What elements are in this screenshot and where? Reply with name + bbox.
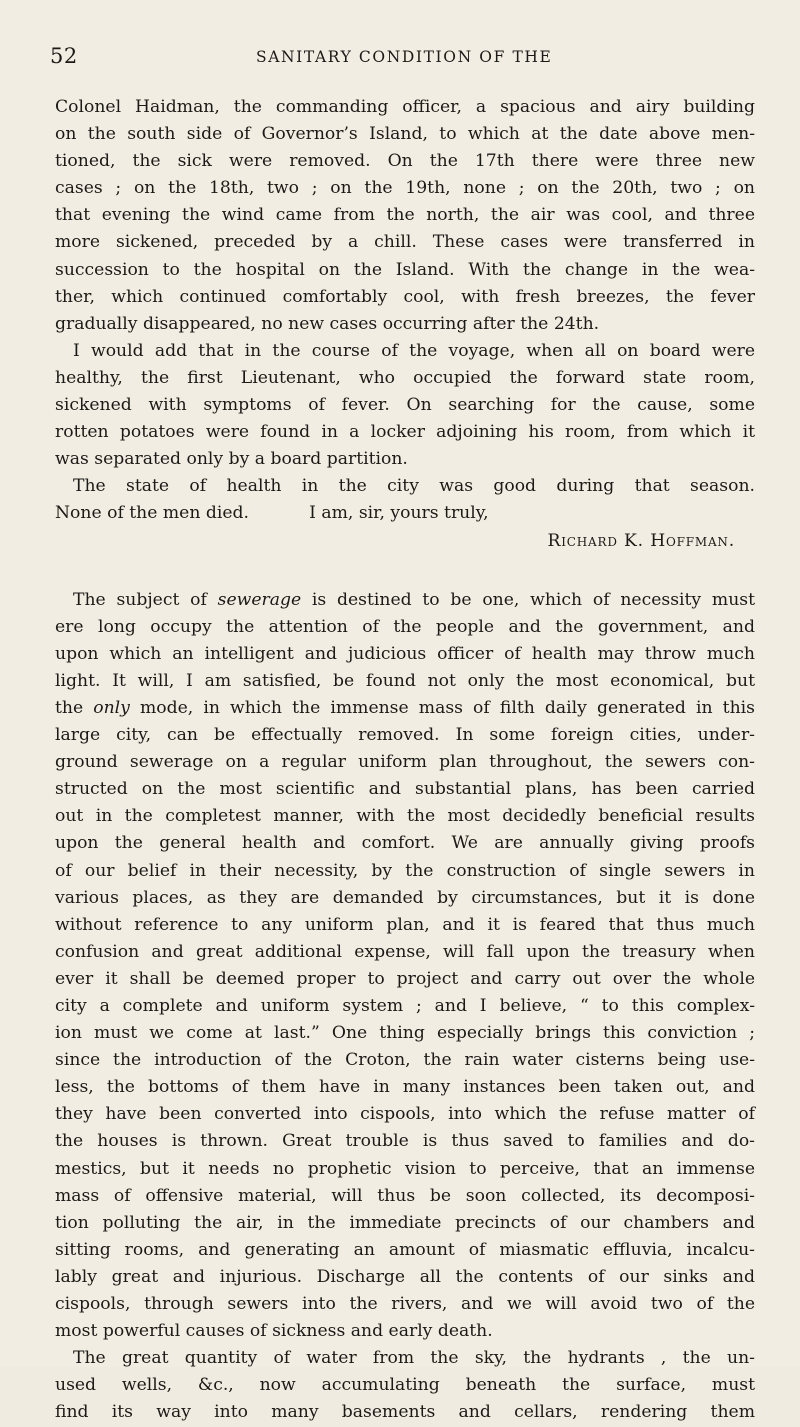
italic-term: sewerage xyxy=(217,589,302,610)
text-run: the xyxy=(55,697,94,718)
text-line: Colonel Haidman, the commanding officer, a spacious and airy building xyxy=(55,97,755,117)
text-line: structed on the most scientific and substantial plans, has been carried xyxy=(55,779,755,800)
text-line: the houses is thrown. Great trouble is thus saved to families and do- xyxy=(55,1131,755,1152)
text-line: lably great and injurious. Discharge all the contents of our sinks and xyxy=(55,1266,755,1287)
text-line: rotten potatoes were found in a locker adjoining his room, from which it xyxy=(55,422,755,443)
text-line: confusion and great additional expense, will fall upon the treasury when xyxy=(55,941,755,962)
text-line: that evening the wind came from the north, the air was cool, and three xyxy=(55,205,755,226)
page-body xyxy=(55,94,755,1427)
essay-paragraph xyxy=(55,587,755,1427)
text-line: out in the completest manner, with the most decidedly beneficial results xyxy=(55,806,755,827)
text-line: upon which an intelligent and judicious officer of health may throw much xyxy=(55,643,755,664)
text-line: tion polluting the air, in the immediate precincts of our chambers and xyxy=(55,1212,755,1233)
text-line: tioned, the sick were removed. On the 17th there were three new xyxy=(55,151,755,172)
text-line: less, the bottoms of them have in many instances been taken out, and xyxy=(55,1077,755,1098)
text-line: None of the men died. I am, sir, yours truly, xyxy=(55,503,489,524)
text-line: various places, as they are demanded by circumstances, but it is done xyxy=(55,887,755,908)
running-head: SANITARY CONDITION OF THE xyxy=(256,48,553,66)
text-line: ion must we come at last.” One thing especially brings this conviction ; xyxy=(55,1023,755,1044)
text-line: sitting rooms, and generating an amount of miasmatic effluvia, incalcu- xyxy=(55,1239,755,1260)
text-line: on the south side of Governor’s Island, to which at the date above men- xyxy=(55,124,755,145)
text-line: upon the general health and comfort. We are annually giving proofs xyxy=(55,833,755,854)
text-line: The state of health in the city was good during that season. xyxy=(73,476,755,497)
text-line: ever it shall be deemed proper to project and carry out over the whole xyxy=(55,968,755,989)
text-line: light. It will, I am satisfied, be found not only the most economical, but xyxy=(55,670,755,691)
text-line: sickened with symptoms of fever. On searching for the cause, some xyxy=(55,395,755,416)
text-line: gradually disappeared, no new cases occurring after the 24th. xyxy=(55,313,600,334)
letter-paragraph xyxy=(55,94,755,555)
page-header xyxy=(50,44,750,74)
text-line: city a complete and uniform system ; and I believe, “ to this complex- xyxy=(55,996,755,1016)
text-line: cases ; on the 18th, two ; on the 19th, none ; on the 20th, two ; on xyxy=(55,178,755,199)
text-line: large city, can be effectually removed. In some foreign cities, under- xyxy=(55,725,755,746)
text-line: The great quantity of water from the sky, the hydrants , the un- xyxy=(73,1348,755,1369)
text-line: cispools, through sewers into the rivers, and we will avoid two of the xyxy=(55,1294,755,1315)
text-line: more sickened, preceded by a chill. These cases were transferred in xyxy=(55,232,755,253)
signature: Richard K. Hoffman. xyxy=(547,530,735,551)
text-line: ere long occupy the attention of the people and the government, and xyxy=(55,616,755,637)
text-run: is destined to be one, which of necessity must xyxy=(301,589,755,610)
italic-term: only xyxy=(93,697,130,718)
text-line: was separated only by a board partition. xyxy=(55,449,408,470)
paragraph-gap xyxy=(55,555,755,587)
page-number: 52 xyxy=(50,44,78,68)
text-line: used wells, &c., now accumulating beneath the surface, must xyxy=(55,1375,755,1396)
text-line: mass of offensive material, will thus be soon collected, its decomposi- xyxy=(55,1185,755,1206)
text-line: mestics, but it needs no prophetic vision to perceive, that an immense xyxy=(55,1158,755,1179)
text-line: ground sewerage on a regular uniform plan throughout, the sewers con- xyxy=(55,752,755,773)
text-line: ther, which continued comfortably cool, with fresh breezes, the fever xyxy=(55,286,755,307)
text-line: healthy, the first Lieutenant, who occupied the forward state room, xyxy=(55,367,755,388)
text-line: succession to the hospital on the Island. With the change in the wea- xyxy=(55,259,755,280)
text-line: I would add that in the course of the voyage, when all on board were xyxy=(73,340,755,361)
text-line: most powerful causes of sickness and early death. xyxy=(55,1321,493,1342)
text-line: of our belief in their necessity, by the construction of single sewers in xyxy=(55,860,755,881)
text-line xyxy=(55,695,755,722)
text-line: find its way into many basements and cellars, rendering them xyxy=(55,1402,755,1423)
text-line: without reference to any uniform plan, and it is feared that thus much xyxy=(55,914,755,935)
text-run: mode, in which the immense mass of filth daily generated in this xyxy=(129,697,755,718)
text-line: they have been converted into cispools, into which the refuse matter of xyxy=(55,1104,755,1125)
text-line: since the introduction of the Croton, the rain water cisterns being use- xyxy=(55,1050,755,1071)
text-line xyxy=(55,587,755,614)
text-run: The subject of xyxy=(73,589,218,610)
